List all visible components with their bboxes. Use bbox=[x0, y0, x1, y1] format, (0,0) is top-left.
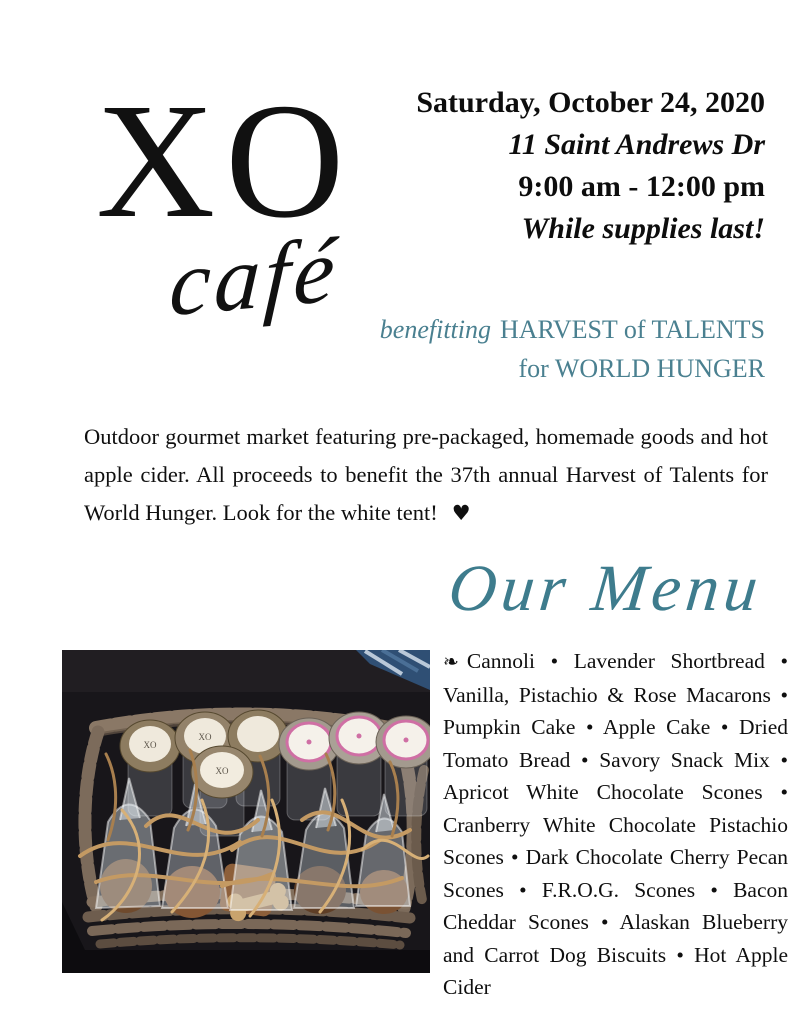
jar-lids-pink bbox=[279, 712, 430, 770]
benefit-line-2: for WORLD HUNGER bbox=[518, 354, 765, 383]
description-paragraph bbox=[84, 418, 768, 532]
event-details bbox=[416, 82, 765, 250]
logo-primary-text: XO bbox=[96, 69, 355, 252]
jar-label: XO bbox=[198, 732, 212, 742]
benefit-prefix: benefitting bbox=[379, 315, 491, 344]
description-text: Outdoor gourmet market featuring pre-packaged, homemade goods and hot apple cider. All proceeds to benefit the 37th annual Harvest of Talents for World Hunger. Look for the white tent! bbox=[84, 424, 768, 525]
event-time: 9:00 am - 12:00 pm bbox=[518, 170, 765, 203]
benefit-lines bbox=[380, 310, 765, 388]
menu-list bbox=[443, 645, 788, 1004]
heart-icon: ♥ bbox=[451, 501, 471, 525]
jar-label: XO bbox=[143, 740, 157, 750]
market-basket-photo bbox=[62, 650, 430, 973]
benefit-rest: HARVEST of TALENTS bbox=[500, 315, 765, 344]
menu-title: Our Menu bbox=[445, 552, 766, 625]
logo-script-text: café bbox=[167, 217, 342, 336]
benefit-line-1 bbox=[380, 310, 765, 349]
event-address: 11 Saint Andrews Dr bbox=[508, 128, 765, 161]
xo-cafe-logo bbox=[0, 0, 420, 400]
event-date: Saturday, October 24, 2020 bbox=[416, 86, 765, 119]
event-note: While supplies last! bbox=[521, 212, 765, 245]
menu-items: Cannoli • Lavender Shortbread • Vanilla, Pistachio & Rose Macarons • Pumpkin Cake • Apple Cake • Dried Tomato Bread • Savory Snack Mix • Apricot White Chocolate Scones • Cranberry White Chocolate Pistachio Scones • Dark Chocolate Cherry Pecan Scones • F.R.O.G. Scones • Bacon Cheddar Scones • Alaskan Blueberry and Carrot Dog Biscuits • Hot Apple Cider bbox=[443, 649, 788, 999]
fleuron-ornament-icon: ❧ bbox=[443, 651, 459, 673]
jar-label: XO bbox=[215, 766, 229, 776]
